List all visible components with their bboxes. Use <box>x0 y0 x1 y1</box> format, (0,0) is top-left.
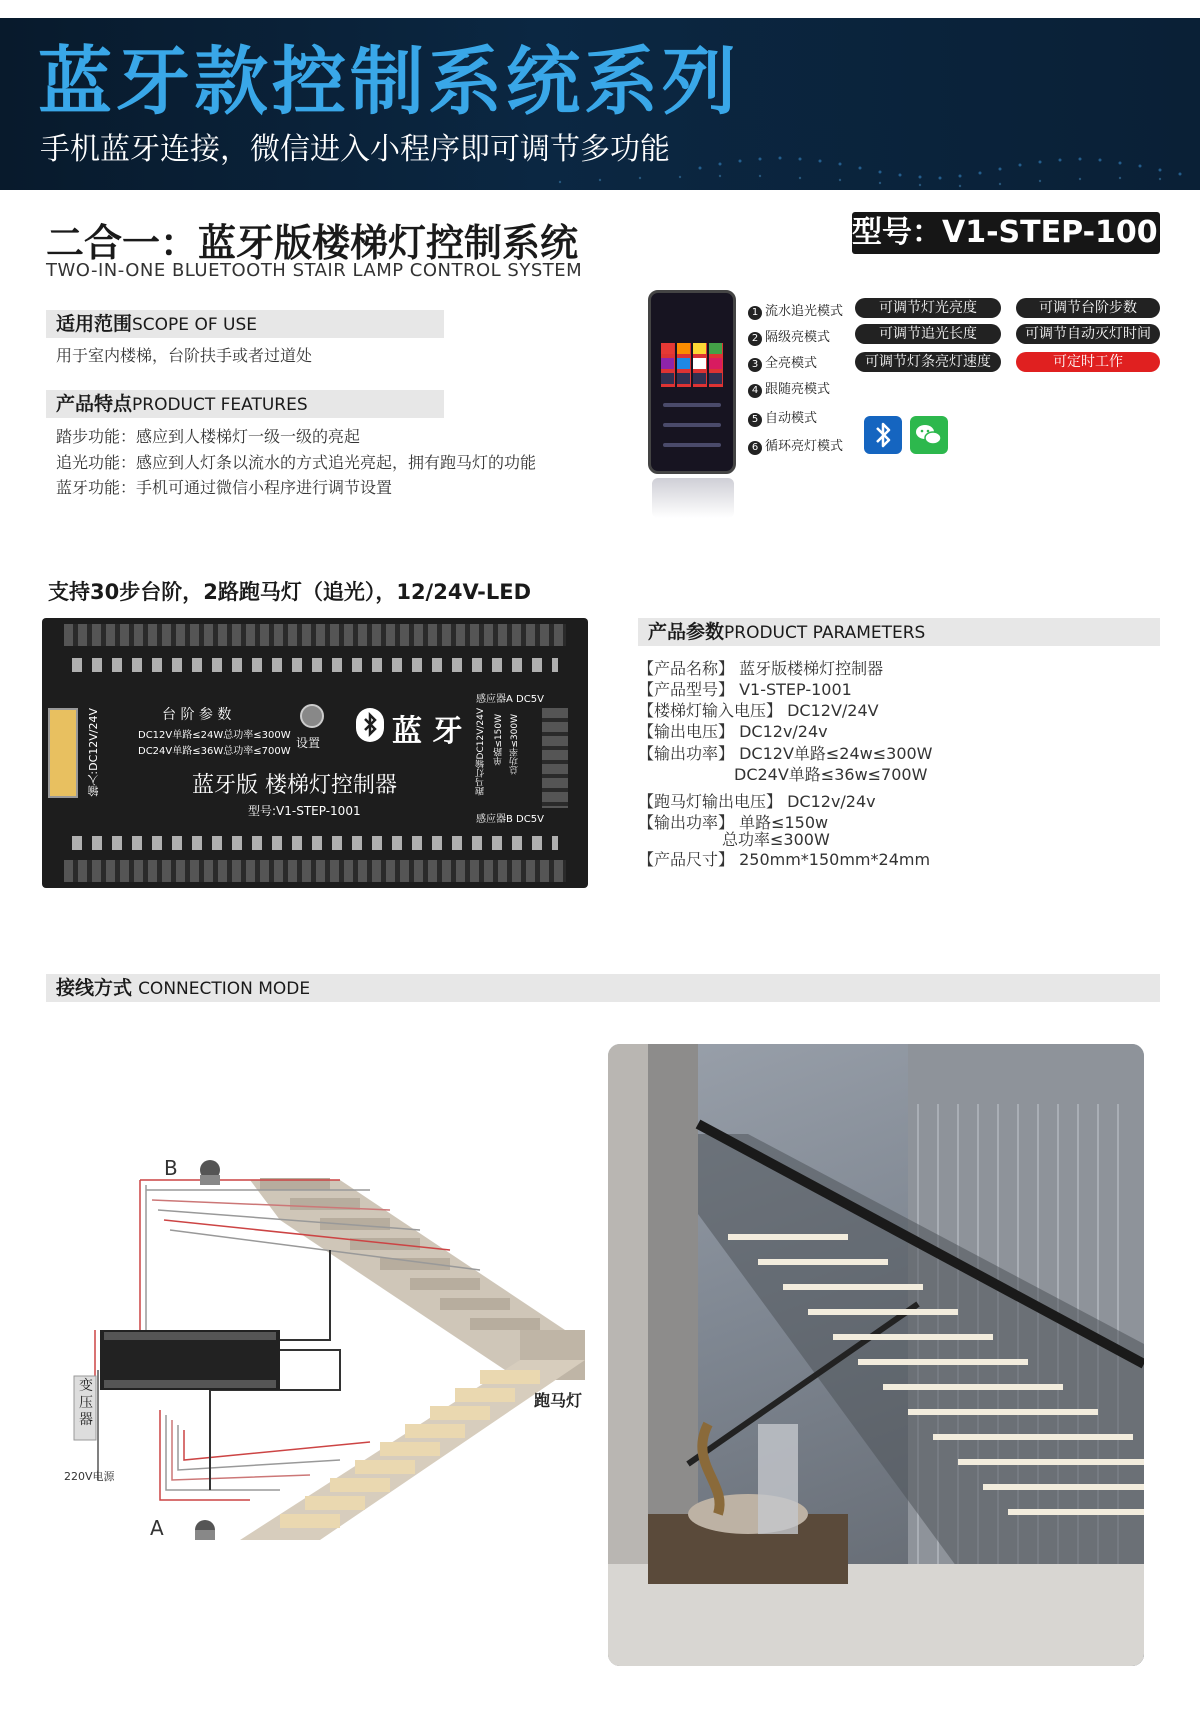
phone-reflection <box>652 478 734 518</box>
param-line: DC24V单路≤36w≤700W <box>734 765 928 784</box>
function-pill: 可调节自动灭灯时间 <box>1016 324 1160 344</box>
sensor-a-marker: A <box>150 1516 164 1540</box>
param-line: DC24V单路≤36W总功率≤700W <box>138 746 291 757</box>
power-label: 220V电源 <box>64 1470 115 1483</box>
model-value: V1-STEP-1001 <box>942 215 1179 250</box>
model-badge <box>852 212 1179 254</box>
param-line: 【产品尺寸】 250mm*150mm*24mm <box>638 850 931 869</box>
bluetooth-icon <box>864 416 902 454</box>
param-line: DC12V单路≤24W总功率≤300W <box>138 730 291 741</box>
port-row <box>72 658 558 672</box>
scope-title: 适用范围 <box>56 313 133 335</box>
input-label: 输入:DC12V/24V <box>87 708 100 797</box>
marquee-terminal <box>542 708 568 808</box>
param-line: 【输出功率】 DC12V单路≤24w≤300W <box>638 744 933 763</box>
param-line: 【跑马灯输出电压】 DC12v/24v <box>638 792 876 811</box>
params-title-en: PRODUCT PARAMETERS <box>724 623 926 643</box>
feature-item: 追光功能：感应到人灯条以流水的方式追光亮起，拥有跑马灯的功能 <box>56 453 537 472</box>
params-header <box>638 618 1160 646</box>
param-line: 【输出电压】 DC12v/24v <box>638 722 828 741</box>
slider-bar <box>663 403 721 407</box>
model-label: 型号： <box>852 215 942 250</box>
scope-header <box>46 310 444 338</box>
controller-model: 型号:V1-STEP-1001 <box>248 804 361 818</box>
connection-title-en: CONNECTION MODE <box>138 979 311 999</box>
banner-title: 蓝牙款控制系统系列 <box>38 39 740 125</box>
terminal-strip <box>64 860 566 882</box>
params-title: 产品参数 <box>648 621 725 643</box>
param-line: 【产品名称】 蓝牙版楼梯灯控制器 <box>638 659 884 678</box>
param-line: 【楼梯灯输入电压】 DC12V/24V <box>638 701 879 720</box>
param-line: 总功率≤300W <box>722 830 830 849</box>
param-line: 【产品型号】 V1-STEP-1001 <box>638 680 852 699</box>
function-pill: 可调节追光长度 <box>855 324 1001 344</box>
wechat-icon <box>910 416 948 454</box>
sensor-a-label: 感应器A DC5V <box>476 694 544 705</box>
mode-item: 5 自动模式 <box>748 407 817 427</box>
support-line: 支持30步台阶，2路跑马灯（追光），12/24V-LED <box>48 580 532 604</box>
terminal-strip <box>64 624 566 646</box>
transformer-label: 变压器 <box>79 1378 93 1428</box>
function-pill: 可调节灯条亮灯速度 <box>855 352 1001 372</box>
banner-subtitle: 手机蓝牙连接，微信进入小程序即可调节多功能 <box>40 132 670 167</box>
scope-text: 用于室内楼梯，台阶扶手或者过道处 <box>56 346 313 365</box>
marquee-spec: 跑马灯输DC12V/24V <box>476 708 486 796</box>
features-title-en: PRODUCT FEATURES <box>132 395 308 415</box>
phone-mockup <box>648 290 736 474</box>
features-title: 产品特点 <box>56 393 133 415</box>
staircase-photo <box>608 1044 1144 1666</box>
product-title: 二合一：蓝牙版楼梯灯控制系统 <box>46 221 579 265</box>
function-pill: 可调节灯光亮度 <box>855 298 1001 318</box>
param-line: 【输出功率】 单路≤150w <box>638 813 829 832</box>
features-header <box>46 390 444 418</box>
mode-item: 1 流水追光模式 <box>748 300 843 320</box>
connection-header <box>46 974 1160 1002</box>
port-row <box>72 836 558 850</box>
function-pill: 可定时工作 <box>1016 352 1160 372</box>
marquee-label: 跑马灯 <box>534 1391 583 1410</box>
slider-bar <box>663 423 721 427</box>
setting-label: 设置 <box>296 736 321 750</box>
sensor-b-label: 感应器B DC5V <box>476 814 544 825</box>
function-pill: 可调节台阶步数 <box>1016 298 1160 318</box>
controller-image <box>42 618 588 888</box>
color-grid <box>661 343 723 387</box>
product-subtitle-en: TWO-IN-ONE BLUETOOTH STAIR LAMP CONTROL SYSTEM <box>46 260 583 281</box>
mode-item: 2 隔级亮模式 <box>748 326 830 346</box>
mode-item: 3 全亮模式 <box>748 352 817 372</box>
setting-button <box>300 704 324 728</box>
feature-item: 蓝牙功能：手机可通过微信小程序进行调节设置 <box>56 478 393 497</box>
scope-title-en: SCOPE OF USE <box>132 315 257 335</box>
params-title: 台 阶 参 数 <box>162 707 232 723</box>
bluetooth-logo-icon <box>356 708 384 742</box>
feature-item: 踏步功能：感应到人楼梯灯一级一级的亮起 <box>56 427 361 446</box>
controller-brand: 蓝 牙 <box>392 714 463 749</box>
controller-name: 蓝牙版 楼梯灯控制器 <box>192 773 397 798</box>
connection-title: 接线方式 <box>56 977 133 999</box>
sensor-b-marker: B <box>164 1156 178 1180</box>
mode-item: 6 循环亮灯模式 <box>748 435 843 455</box>
marquee-total: 总功率≤300W <box>510 714 520 775</box>
wiring-diagram <box>40 1130 600 1550</box>
slider-bar <box>663 443 721 447</box>
marquee-single: 单路≤150W <box>494 714 504 766</box>
top-banner <box>0 18 1200 190</box>
mode-item: 4 跟随亮模式 <box>748 378 830 398</box>
input-terminal <box>48 708 78 798</box>
